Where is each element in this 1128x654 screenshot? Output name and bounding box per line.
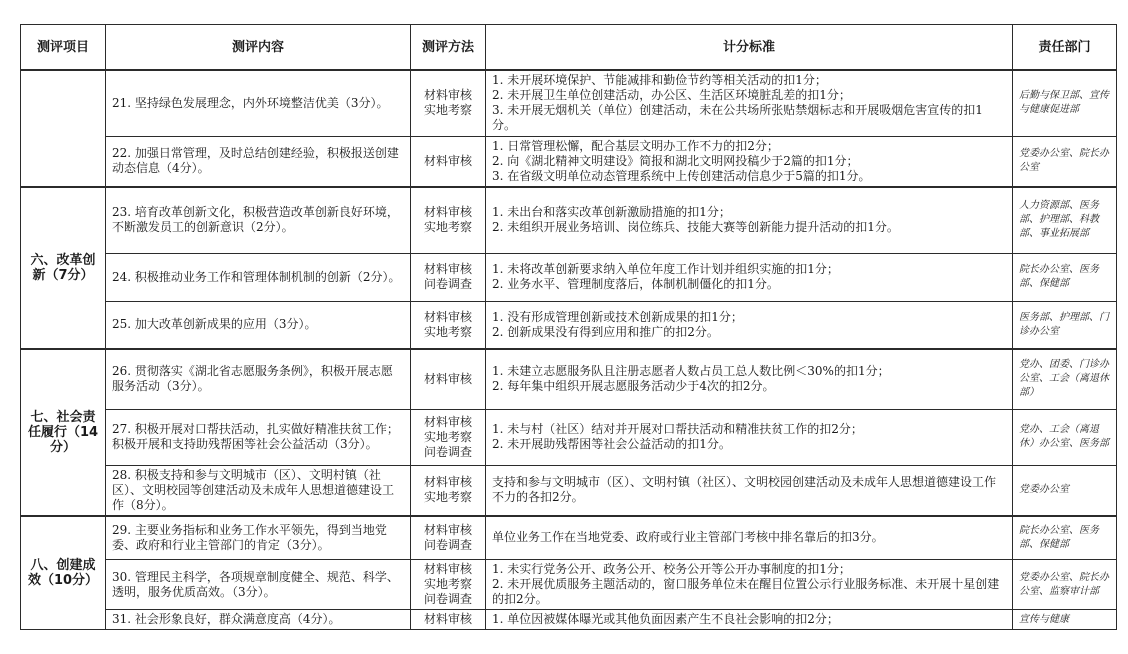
table-row [21,253,1117,301]
content-cell: 24. 积极推动业务工作和管理体制机制的创新（2分）。 [106,253,411,301]
header-category: 测评项目 [21,25,106,71]
method-cell: 材料审核 实地考察 [411,301,486,349]
header-standard: 计分标准 [486,25,1013,71]
department-cell: 党办、团委、门诊办公室、工会（离退休部） [1013,349,1117,409]
method-cell: 材料审核 问卷调查 [411,516,486,560]
department-cell: 党委办公室、院长办公室 [1013,136,1117,187]
content-cell: 30. 管理民主科学，各项规章制度健全、规范、科学、透明，服务优质高效。（3分）。 [106,560,411,610]
standard-line: 1. 没有形成管理创新或技术创新成果的扣1分； [492,309,743,324]
method-cell: 材料审核 实地考察 [411,70,486,136]
standard-cell [486,516,1013,560]
department-cell: 人力资源部、医务部、护理部、科教部、事业拓展部 [1013,187,1117,253]
department-cell: 党委办公室 [1013,465,1117,516]
department-cell: 党办、工会（离退休）办公室、医务部 [1013,409,1117,465]
standard-cell [486,253,1013,301]
table-row [21,465,1117,516]
department-cell: 后勤与保卫部、宣传与健康促进部 [1013,70,1117,136]
standard-line: 2. 业务水平、管理制度落后，体制机制僵化的扣1分。 [492,277,779,291]
standard-line: 2. 未开展优质服务主题活动的，窗口服务单位未在醒目位置公示行业服务标准、未开展十星创建的扣2分。 [492,577,1000,606]
standard-cell [486,560,1013,610]
standard-cell [486,136,1013,187]
table-row [21,349,1117,409]
table-row [21,610,1117,630]
method-cell: 材料审核 实地考察 问卷调查 [411,560,486,610]
header-method: 测评方法 [411,25,486,71]
evaluation-table [20,24,1117,630]
standard-cell [486,70,1013,136]
content-cell: 23. 培育改革创新文化，积极营造改革创新良好环境，不断激发员工的创新意识（2分）。 [106,187,411,253]
standard-line: 1. 单位因被媒体曝光或其他负面因素产生不良社会影响的扣2分； [492,612,839,626]
standard-line: 1. 未开展环境保护、节能减排和勤俭节约等相关活动的扣1分； [492,73,827,88]
standard-line: 支持和参与文明城市（区）、文明村镇（社区）、文明校园创建活动及未成年人思想道德建设工作不力的各扣2分。 [492,475,997,504]
method-cell: 材料审核 [411,349,486,409]
method-cell: 材料审核 实地考察 [411,187,486,253]
department-cell: 院长办公室、医务部、保健部 [1013,253,1117,301]
evaluation-document [20,24,1116,630]
content-cell: 26. 贯彻落实《湖北省志愿服务条例》，积极开展志愿服务活动（3分）。 [106,349,411,409]
department-cell: 宣传与健康 [1013,610,1117,630]
department-cell: 院长办公室、医务部、保健部 [1013,516,1117,560]
standard-cell [486,409,1013,465]
standard-cell [486,301,1013,349]
content-cell: 29. 主要业务指标和业务工作水平领先，得到当地党委、政府和行业主管部门的肯定（3分）。 [106,516,411,560]
table-body [21,70,1117,630]
method-cell: 材料审核 实地考察 [411,465,486,516]
standard-line: 单位业务工作在当地党委、政府或行业主管部门考核中排名靠后的扣3分。 [492,530,884,545]
standard-cell [486,465,1013,516]
standard-cell [486,610,1013,630]
category-cell: 六、改革创新（7分） [21,187,106,349]
table-header-row [21,25,1117,71]
category-cell: 七、社会责任履行（14分） [21,349,106,516]
content-cell: 22. 加强日常管理，及时总结创建经验，积极报送创建动态信息（4分）。 [106,136,411,187]
department-cell: 医务部、护理部、门诊办公室 [1013,301,1117,349]
content-cell: 27. 积极开展对口帮扶活动，扎实做好精准扶贫工作；积极开展和支持助残帮困等社会公益活动（3分）。 [106,409,411,465]
standard-line: 2. 向《湖北精神文明建设》简报和湖北文明网投稿少于2篇的扣1分； [492,153,859,168]
method-cell: 材料审核 问卷调查 [411,253,486,301]
standard-line: 1. 未出台和落实改革创新激励措施的扣1分； [492,205,731,220]
content-cell: 25. 加大改革创新成果的应用（3分）。 [106,301,411,349]
table-row [21,187,1117,253]
standard-line: 1. 日常管理松懈，配合基层文明办工作不力的扣2分； [492,138,779,153]
content-cell: 28. 积极支持和参与文明城市（区）、文明村镇（社区）、文明校园等创建活动及未成年人思想道德建设工作（8分）。 [106,465,411,516]
method-cell: 材料审核 [411,136,486,187]
department-cell: 党委办公室、院长办公室、监察审计部 [1013,560,1117,610]
standard-line: 3. 在省级文明单位动态管理系统中上传创建活动信息少于5篇的扣1分。 [492,168,871,183]
method-cell: 材料审核 实地考察 问卷调查 [411,409,486,465]
category-cell [21,70,106,187]
standard-line: 2. 未组织开展业务培训、岗位练兵、技能大赛等创新能力提升活动的扣1分。 [492,220,899,235]
standard-line: 2. 未开展卫生单位创建活动，办公区、生活区环境脏乱差的扣1分； [492,88,851,103]
table-row [21,70,1117,136]
standard-line: 1. 未建立志愿服务队且注册志愿者人数占员工总人数比例＜30%的扣1分； [492,364,890,379]
content-cell: 31. 社会形象良好，群众满意度高（4分）。 [106,610,411,630]
category-cell: 八、创建成效（10分） [21,516,106,630]
table-row [21,409,1117,465]
table-row [21,301,1117,349]
content-cell: 21. 坚持绿色发展理念，内外环境整洁优美（3分）。 [106,70,411,136]
header-content: 测评内容 [106,25,411,71]
standard-line: 1. 未与村（社区）结对并开展对口帮扶活动和精准扶贫工作的扣2分； [492,422,863,436]
standard-line: 2. 创新成果没有得到应用和推广的扣2分。 [492,324,719,339]
method-cell: 材料审核 [411,610,486,630]
header-department: 责任部门 [1013,25,1117,71]
standard-cell [486,187,1013,253]
table-row [21,560,1117,610]
standard-line: 1. 未将改革创新要求纳入单位年度工作计划并组织实施的扣1分； [492,262,839,276]
standard-line: 2. 未开展助残帮困等社会公益活动的扣1分。 [492,437,731,451]
standard-line: 2. 每年集中组织开展志愿服务活动少于4次的扣2分。 [492,379,775,394]
table-row [21,136,1117,187]
standard-line: 3. 未开展无烟机关（单位）创建活动，未在公共场所张贴禁烟标志和开展吸烟危害宣传的扣1分。 [492,103,983,133]
standard-line: 1. 未实行党务公开、政务公开、校务公开等公开办事制度的扣1分； [492,562,851,576]
standard-cell [486,349,1013,409]
table-row [21,516,1117,560]
